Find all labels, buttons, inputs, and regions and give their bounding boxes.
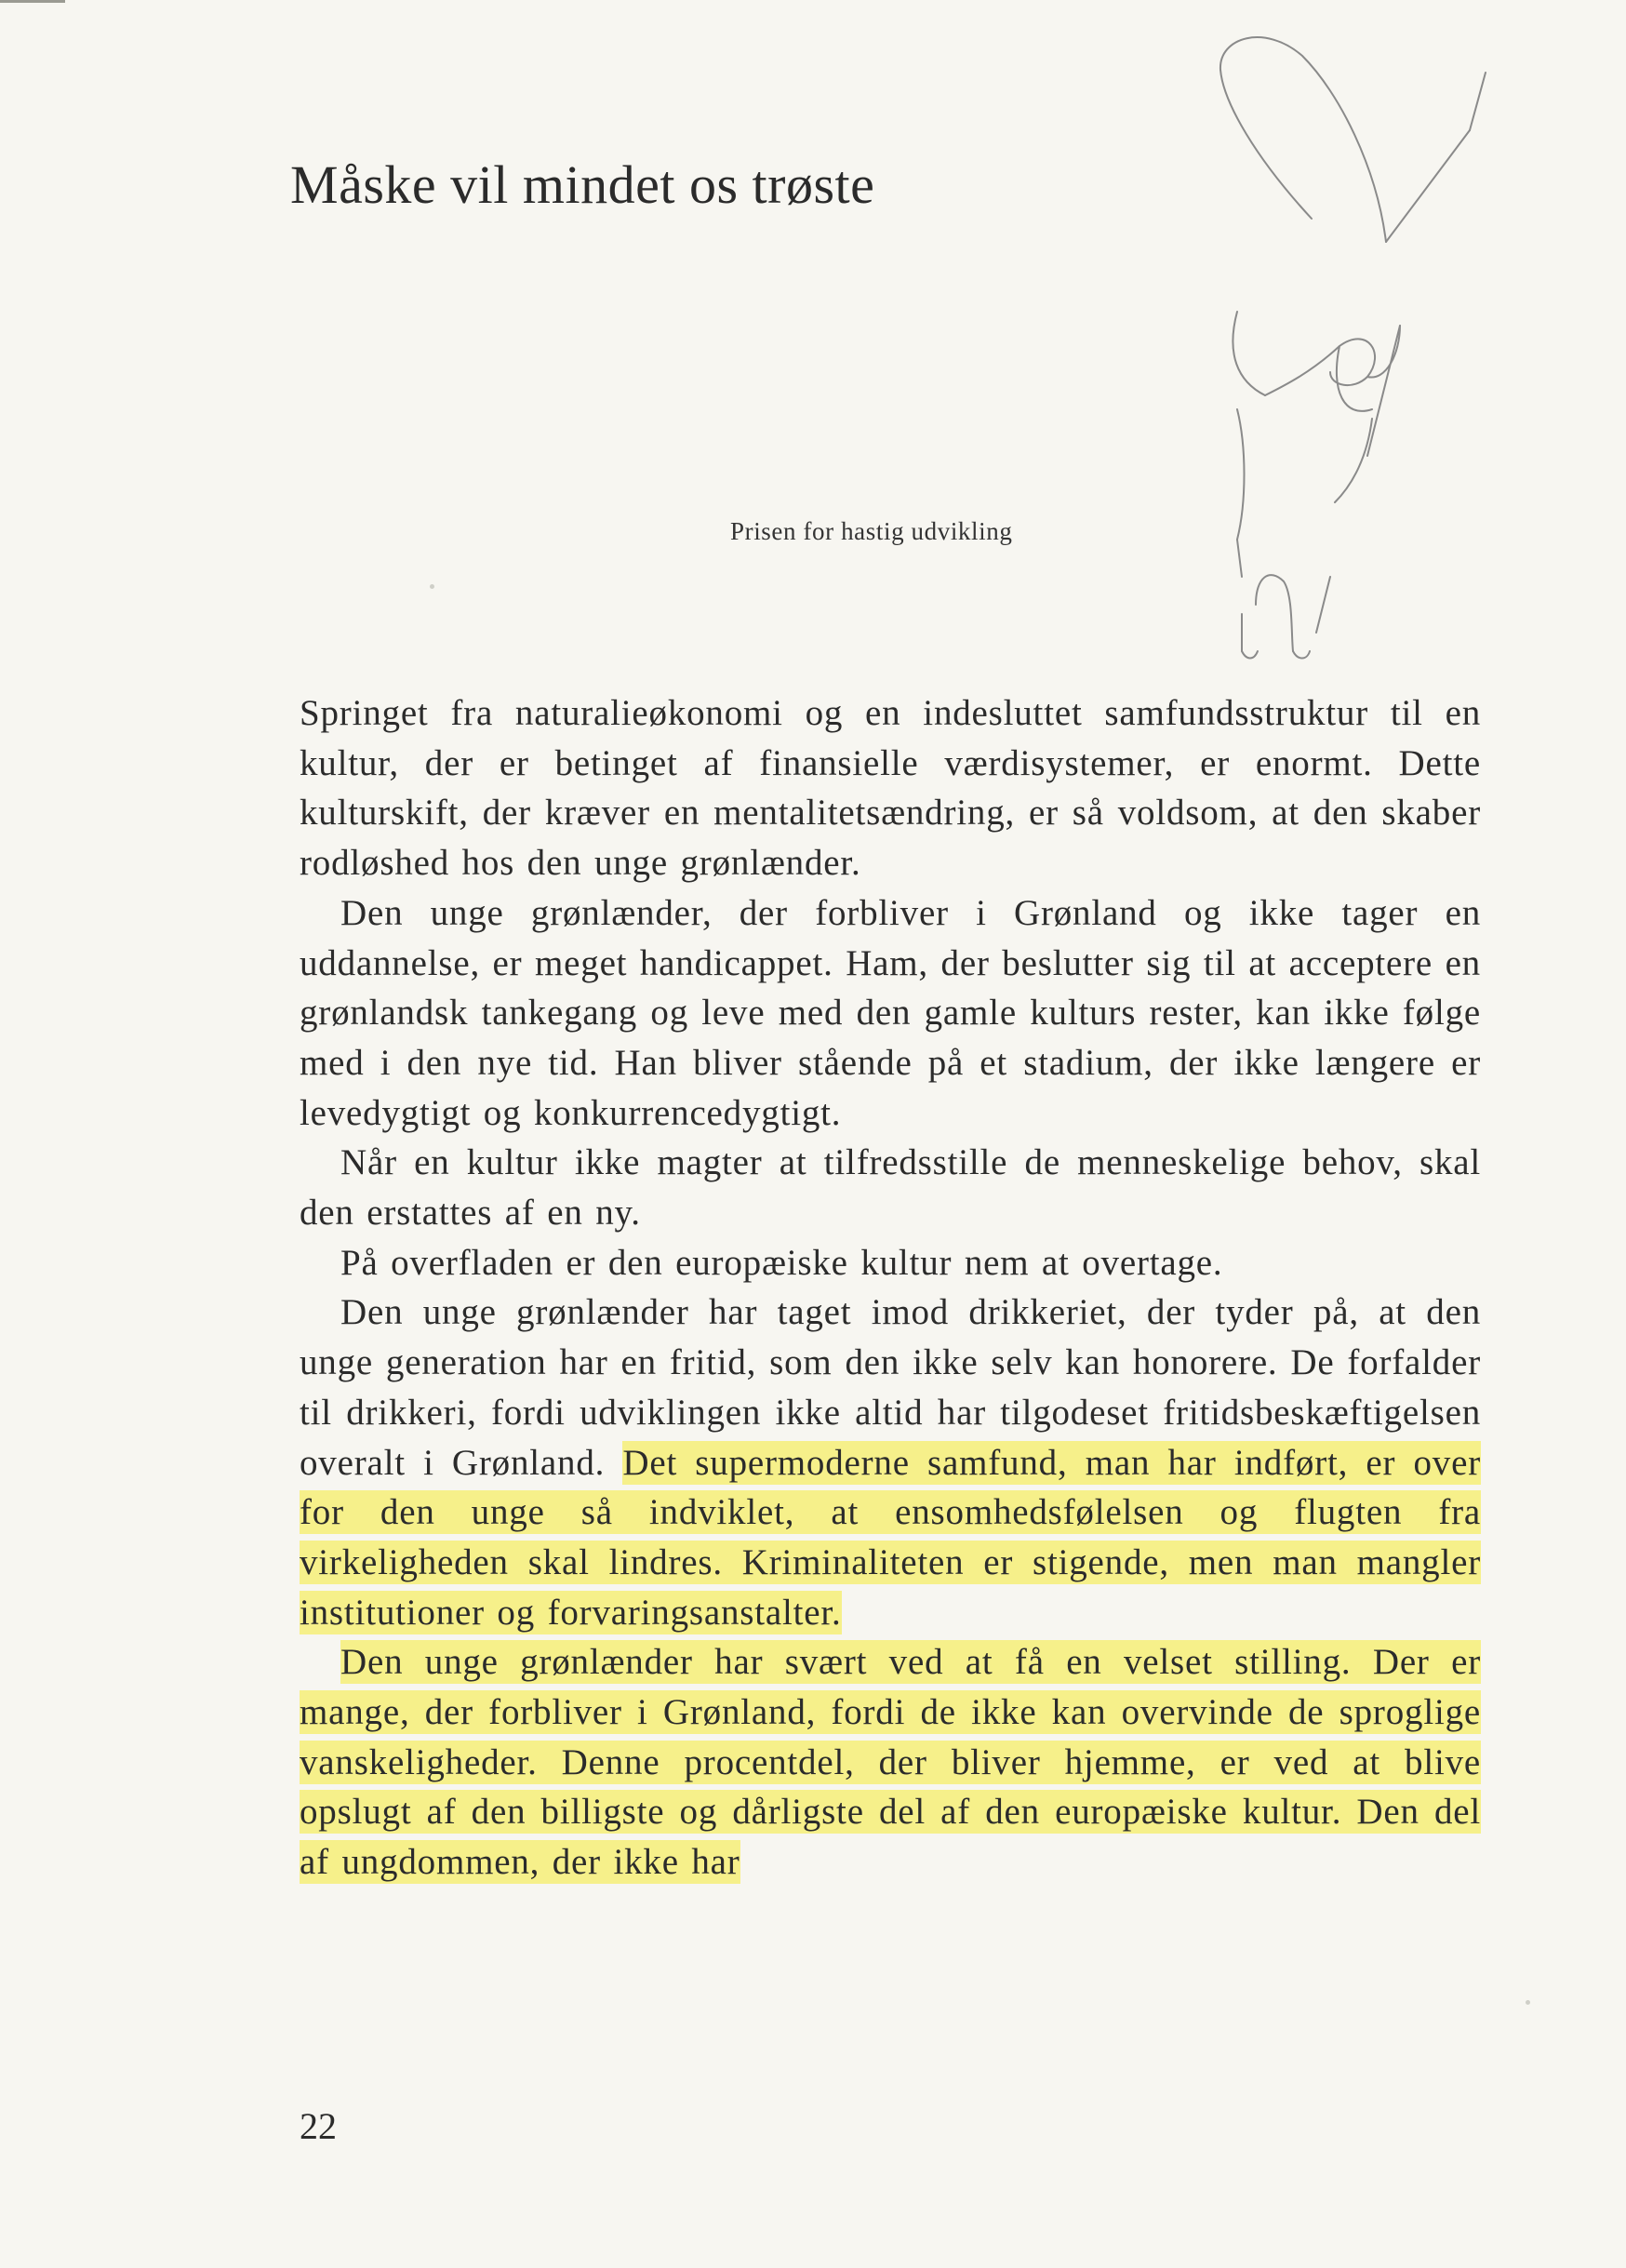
page-title: Måske vil mindet os trøste <box>290 154 875 215</box>
highlighted-passage: Den unge grønlænder har svært ved at få en velset stilling. Der er mange, der forbliver i Grønland, fordi de ikke kan overvinde de sproglige vanskeligheder. Denne procentdel, der bliver hjemme, er ved at blive opslugt af den billigste og dårligste del af den europæiske kultur. Den del af ungdommen, der ikke har <box>300 1642 1481 1883</box>
paragraph-text: Springet fra naturalieøkonomi og en indesluttet samfundsstruktur til en kultur, der er betinget af finansielle værdisystemer, er enormt. Dette kulturskift, der kræver en mentalitetsændring, er så voldsom, at den skaber rodløshed hos den unge grønlænder. <box>300 693 1481 884</box>
paragraph <box>300 1138 1481 1237</box>
pencil-sketch-figure <box>1153 19 1526 688</box>
paragraph <box>300 688 1481 888</box>
paragraph <box>300 1287 1481 1637</box>
body-text <box>300 688 1481 1888</box>
paper-speck <box>1526 2000 1530 2005</box>
paragraph-text: Når en kultur ikke magter at tilfredsstille de menneskelige behov, skal den erstattes af en ny. <box>300 1142 1481 1234</box>
paragraph-text: Den unge grønlænder har taget imod drikkeriet, der tyder på, at den unge generation har en fritid, som den ikke selv kan honorere. De forfalder til drikkeri, fordi udviklingen ikke altid har tilgodeset fritidsbeskæftigelsen overalt i Grønland. <box>300 1292 1481 1483</box>
paragraph <box>300 888 1481 1139</box>
paper-speck <box>430 584 434 589</box>
paragraph <box>300 1238 1481 1288</box>
paragraph <box>300 1637 1481 1888</box>
highlighted-passage: Det supermoderne samfund, man har indført, er over for den unge så indviklet, at ensomhedsfølelsen og flugten fra virkeligheden skal lindres. Kriminaliteten er stigende, men man mangler institutioner og forvaringsanstalter. <box>300 1442 1481 1633</box>
paragraph-text: Den unge grønlænder, der forbliver i Grønland og ikke tager en uddannelse, er meget handicappet. Ham, der beslutter sig til at acceptere en grønlandsk tankegang og leve med den gamle kulturs rester, kan ikke følge med i den nye tid. Han bliver stående på et stadium, der ikke længere er levedygtigt og konkurrencedygtigt. <box>300 892 1481 1133</box>
paragraph-text: På overfladen er den europæiske kultur nem at overtage. <box>340 1242 1223 1283</box>
page-number: 22 <box>300 2105 337 2147</box>
scan-edge-mark <box>0 0 65 3</box>
chapter-subtitle: Prisen for hastig udvikling <box>730 517 1013 545</box>
